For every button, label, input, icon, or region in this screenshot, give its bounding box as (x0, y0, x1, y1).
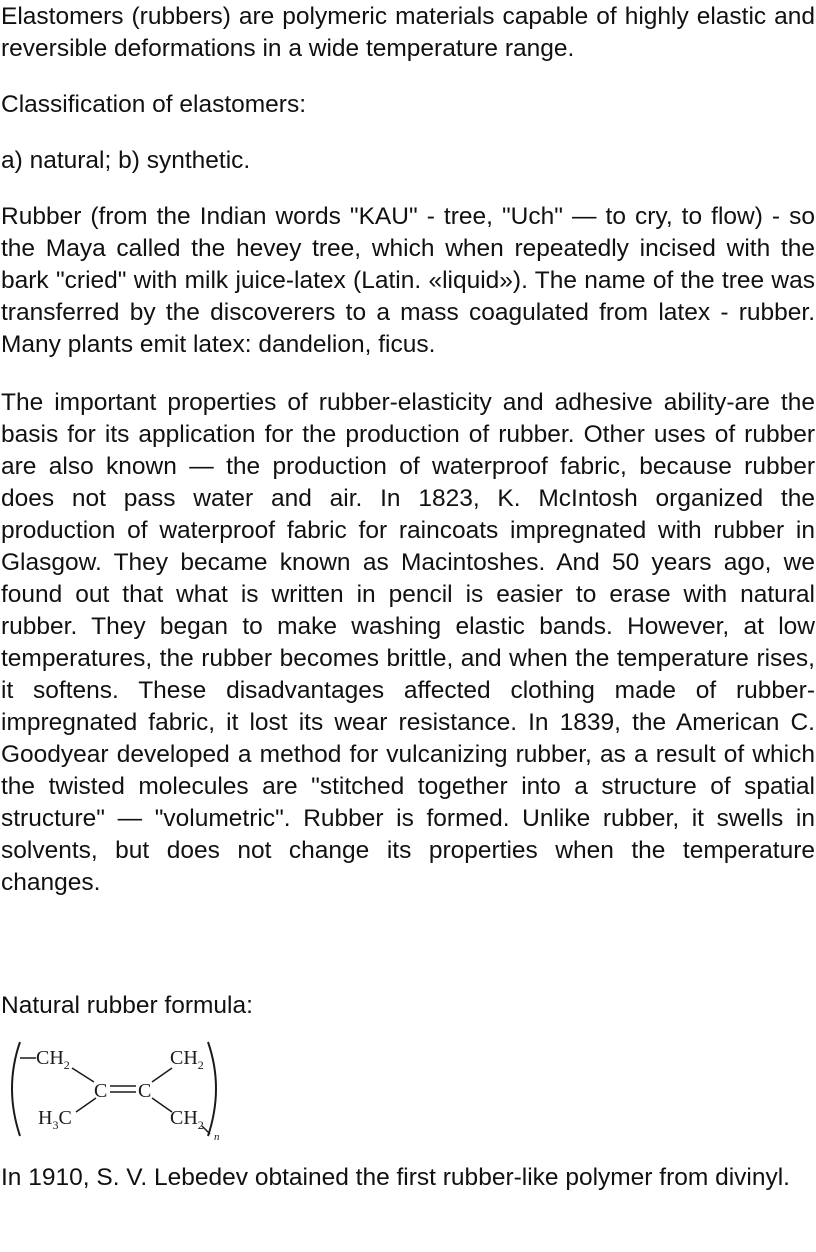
group-bottom-right: $CH_2$ (170, 1107, 204, 1132)
paragraph-classification-list: a) natural; b) synthetic. (1, 147, 251, 174)
paragraph-properties: The important properties of rubber-elasticity and adhesive ability-are the basis for its application for the production of rubber. Other uses of rubber are also known — the production of waterproof fabric, because rubber does not pass water and air. In 1823, K. McIntosh organized the production of waterproof fabric for raincoats impregnated with rubber in Glasgow. They became known as Macintoshes. And 50 years ago, we found out that what is written in pencil is easier to erase with natural rubber. They began to make washing elastic bands. However, at low temperatures, the rubber becomes brittle, and when the temperature rises, it softens. These disadvantages affected clothing made of rubber-impregnated fabric, it lost its wear resistance. In 1839, the American C. Goodyear developed a method for vulcanizing rubber, as a result of which the twisted molecules are "stitched together into a structure of spatial structure" — "volumetric". Rubber is formed. Unlike rubber, it swells in solvents, but does not change its properties when the temperature changes. (1, 389, 815, 896)
bond-carbon-to-top-right (152, 1068, 172, 1082)
group-bottom-left: $H_3C$ (38, 1107, 72, 1132)
carbon-right: C (138, 1080, 152, 1102)
natural-rubber-formula (2, 1036, 238, 1146)
paragraph-formula-heading: Natural rubber formula: (1, 992, 253, 1019)
group-top-right: $CH_2$ (170, 1047, 204, 1072)
bond-top-left-to-carbon (72, 1068, 94, 1082)
group-top-left: $CH_2$ (36, 1047, 70, 1072)
repeat-index: n (214, 1131, 220, 1143)
bond-carbon-to-bottom-right (152, 1098, 172, 1112)
paragraph-etymology: Rubber (from the Indian words "KAU" - tree, "Uch" — to cry, to flow) - so the Maya called the hevey tree, which when repeatedly incised with the bark "cried" with milk juice-latex (Latin. «liquid»). The name of the tree was transferred by the discoverers to a mass coagulated from latex - rubber. Many plants emit latex: dandelion, ficus. (1, 203, 815, 358)
formula-left-bracket (12, 1042, 20, 1136)
paragraph-classification-heading: Classification of elastomers: (1, 91, 307, 118)
formula-diagram (2, 1036, 238, 1146)
bond-bottom-left-to-carbon (76, 1098, 96, 1112)
carbon-left: C (94, 1080, 108, 1102)
paragraph-intro: Elastomers (rubbers) are polymeric materials capable of highly elastic and reversible deformations in a wide temperature range. (1, 3, 815, 62)
formula-right-bracket (208, 1042, 216, 1136)
paragraph-lebedev: In 1910, S. V. Lebedev obtained the first rubber-like polymer from divinyl. (1, 1164, 790, 1191)
